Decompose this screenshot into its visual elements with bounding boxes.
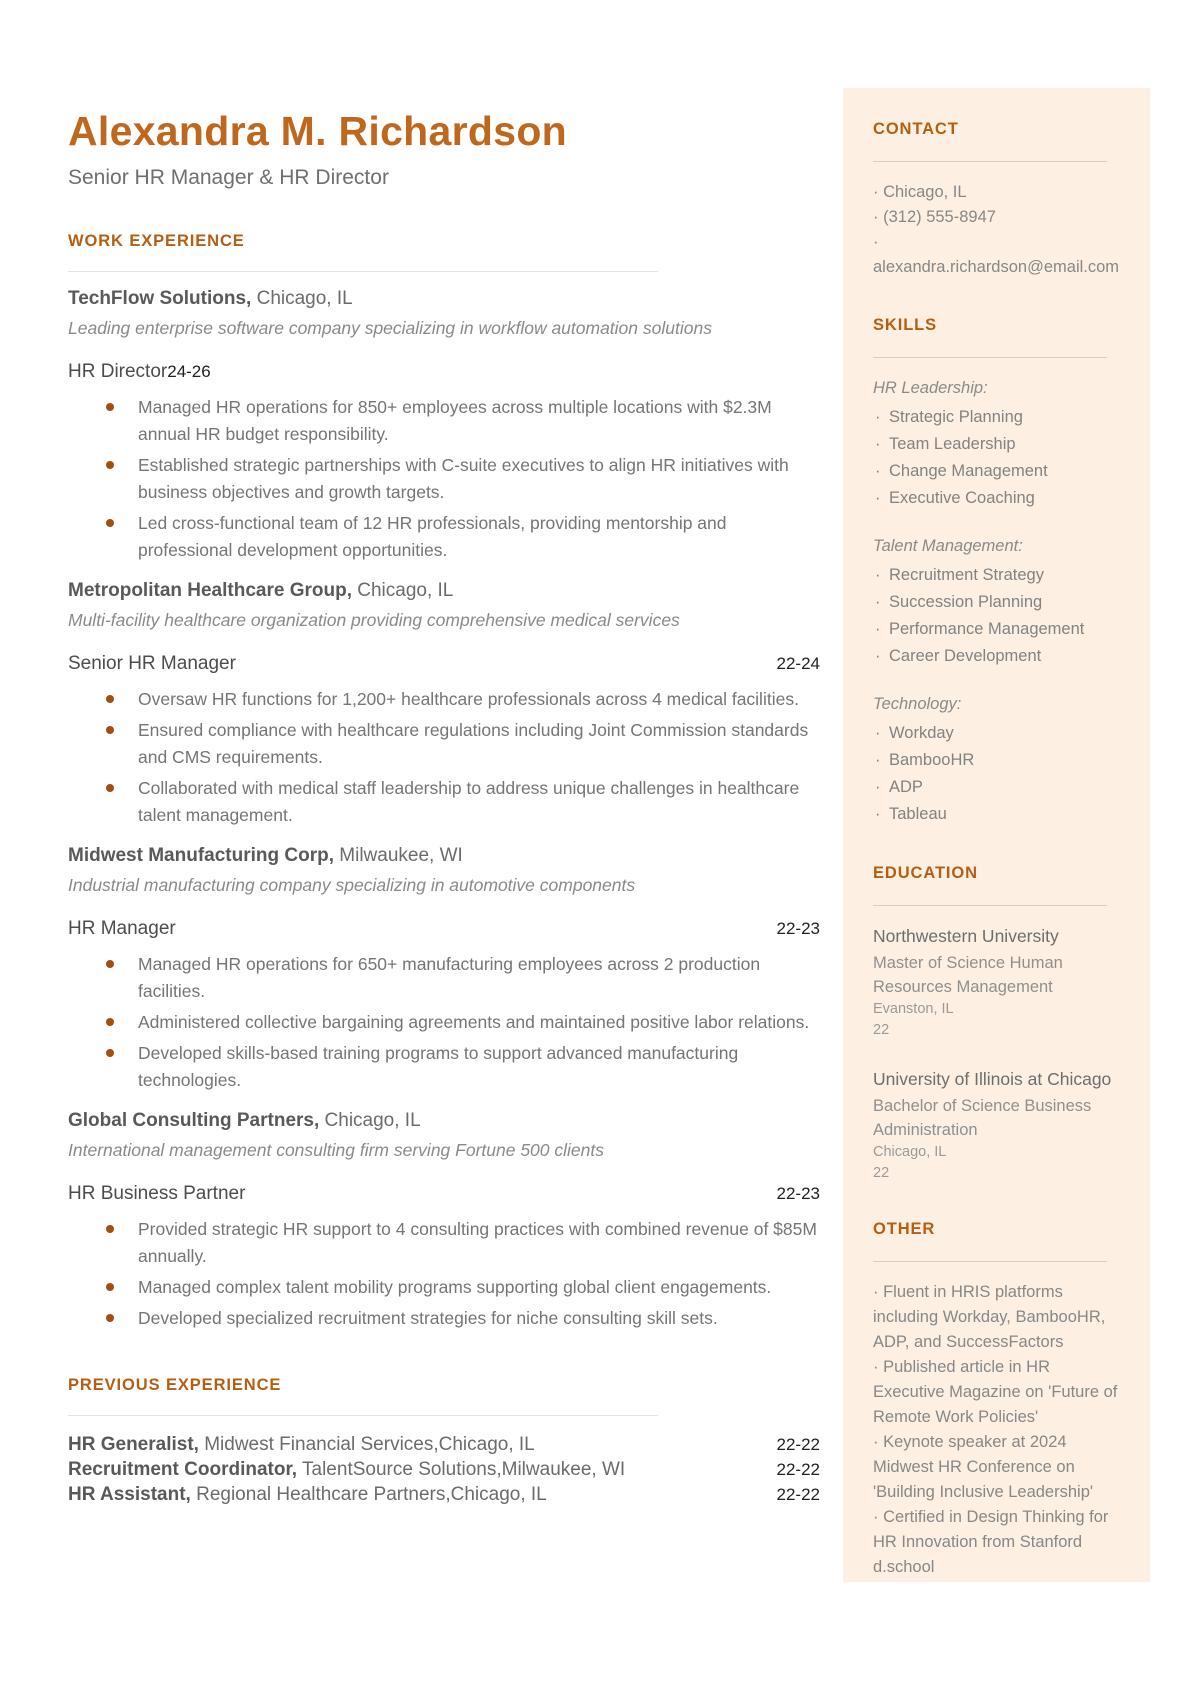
company-description: Leading enterprise software company specializing in workflow automation solutions — [68, 318, 712, 338]
previous-role-title: HR Generalist, — [68, 1434, 199, 1455]
other-item: · Fluent in HRIS platforms including Workday, BambooHR, ADP, and SuccessFactors — [873, 1280, 1120, 1355]
contact-phone: · (312) 555-8947 — [873, 205, 1120, 230]
school-degree: Master of Science Human Resources Management — [873, 954, 1063, 996]
job-title: HR Director — [68, 361, 168, 382]
job-entry-midwest-manufacturing — [68, 844, 820, 1094]
job-bullet: Managed HR operations for 850+ employees across multiple locations with $2.3M annual HR budget responsibility. — [68, 394, 820, 448]
contact-location: · Chicago, IL — [873, 180, 1120, 205]
sidebar-divider — [873, 1261, 1107, 1262]
previous-role-title: Recruitment Coordinator, — [68, 1459, 298, 1480]
job-dates: 24-26 — [167, 362, 211, 381]
section-divider — [68, 1415, 658, 1416]
contact-heading: CONTACT — [873, 120, 959, 138]
job-bullet-list — [68, 1216, 820, 1332]
skill-item: · Performance Management — [873, 616, 1120, 643]
previous-role — [68, 1432, 535, 1457]
job-bullet: Provided strategic HR support to 4 consulting practices with combined revenue of $85M annually. — [68, 1216, 820, 1270]
job-bullet: Administered collective bargaining agreements and maintained positive labor relations. — [68, 1009, 820, 1036]
company-description: Industrial manufacturing company specializing in automotive components — [68, 875, 636, 895]
skill-item: · Executive Coaching — [873, 485, 1120, 512]
job-entry-techflow — [68, 287, 820, 564]
school-name: University of Illinois at Chicago — [873, 1069, 1112, 1089]
job-entry-global-consulting — [68, 1109, 820, 1332]
school-year: 22 — [873, 1165, 890, 1181]
school-degree: Bachelor of Science Business Administration — [873, 1097, 1092, 1139]
skill-item: · Succession Planning — [873, 589, 1120, 616]
skill-item: · Recruitment Strategy — [873, 562, 1120, 589]
skill-item: · Tableau — [873, 801, 1120, 828]
job-bullet: Developed skills-based training programs to support advanced manufacturing technologies. — [68, 1040, 820, 1094]
job-bullet: Led cross-functional team of 12 HR professionals, providing mentorship and professional development opportunities. — [68, 510, 820, 564]
job-title-row — [68, 360, 820, 384]
skill-item: · Change Management — [873, 458, 1120, 485]
skill-group-hr-leadership — [873, 376, 1120, 512]
job-bullet-list — [68, 394, 820, 564]
job-bullet-list — [68, 951, 820, 1094]
job-title-row — [68, 1182, 820, 1206]
job-bullet: Managed HR operations for 650+ manufacturing employees across 2 production facilities. — [68, 951, 820, 1005]
skill-category: Talent Management: — [873, 537, 1023, 555]
company-description: Multi-facility healthcare organization providing comprehensive medical services — [68, 610, 680, 630]
previous-role-dates: 22-22 — [776, 1460, 820, 1479]
school-year: 22 — [873, 1022, 890, 1038]
previous-role — [68, 1482, 547, 1507]
previous-role-row — [68, 1457, 820, 1482]
company-name: Midwest Manufacturing Corp, — [68, 845, 334, 866]
job-bullet: Collaborated with medical staff leadership to address unique challenges in healthcare talent management. — [68, 775, 820, 829]
education-heading: EDUCATION — [873, 864, 978, 882]
other-item: · Certified in Design Thinking for HR Innovation from Stanford d.school — [873, 1505, 1120, 1580]
previous-experience-heading: PREVIOUS EXPERIENCE — [68, 1376, 282, 1394]
main-column — [68, 108, 820, 1507]
job-dates: 22-24 — [776, 654, 820, 673]
sidebar-section-education — [873, 864, 1120, 1184]
sidebar — [843, 88, 1150, 1582]
job-bullet: Oversaw HR functions for 1,200+ healthcare professionals across 4 medical facilities. — [68, 686, 820, 713]
sidebar-divider — [873, 357, 1107, 358]
company-location: Chicago, IL — [256, 288, 353, 309]
contact-email: · alexandra.richardson@email.com — [873, 230, 1120, 280]
company-location: Chicago, IL — [324, 1110, 421, 1131]
skill-item: · Workday — [873, 720, 1120, 747]
other-item: · Published article in HR Executive Magazine on 'Future of Remote Work Policies' — [873, 1355, 1120, 1430]
education-entry-uic — [873, 1067, 1120, 1184]
skill-item: · ADP — [873, 774, 1120, 801]
previous-role-row — [68, 1432, 820, 1457]
skills-heading: SKILLS — [873, 316, 938, 334]
person-job-title: Senior HR Manager & HR Director — [68, 166, 389, 189]
company-line — [68, 579, 820, 603]
skill-group-technology — [873, 692, 1120, 828]
sidebar-divider — [873, 161, 1107, 162]
previous-role-company: TalentSource Solutions,Milwaukee, WI — [302, 1459, 626, 1480]
education-entry-northwestern — [873, 924, 1120, 1041]
job-bullet: Ensured compliance with healthcare regulations including Joint Commission standards and CMS requirements. — [68, 717, 820, 771]
previous-role-dates: 22-22 — [776, 1435, 820, 1454]
job-bullet-list — [68, 686, 820, 829]
school-location: Chicago, IL — [873, 1144, 947, 1160]
previous-role — [68, 1457, 625, 1482]
company-location: Chicago, IL — [357, 580, 454, 601]
previous-experience-list — [68, 1432, 820, 1507]
previous-role-row — [68, 1482, 820, 1507]
sidebar-section-other — [873, 1220, 1120, 1580]
work-experience-heading: WORK EXPERIENCE — [68, 232, 245, 250]
company-name: TechFlow Solutions, — [68, 288, 252, 309]
company-name: Metropolitan Healthcare Group, — [68, 580, 352, 601]
job-dates: 22-23 — [776, 919, 820, 938]
sidebar-divider — [873, 905, 1107, 906]
other-item: · Keynote speaker at 2024 Midwest HR Conference on 'Building Inclusive Leadership' — [873, 1430, 1120, 1505]
other-heading: OTHER — [873, 1220, 936, 1238]
skill-category: HR Leadership: — [873, 379, 988, 397]
sidebar-section-contact — [873, 120, 1120, 280]
section-divider — [68, 271, 658, 272]
sidebar-section-skills — [873, 316, 1120, 828]
job-title-row — [68, 652, 820, 676]
skill-item: · Career Development — [873, 643, 1120, 670]
skill-item: · Team Leadership — [873, 431, 1120, 458]
school-location: Evanston, IL — [873, 1001, 954, 1017]
previous-role-company: Midwest Financial Services,Chicago, IL — [204, 1434, 535, 1455]
school-name: Northwestern University — [873, 926, 1059, 946]
previous-role-dates: 22-22 — [776, 1485, 820, 1504]
skill-category: Technology: — [873, 695, 962, 713]
company-description: International management consulting firm serving Fortune 500 clients — [68, 1140, 604, 1160]
job-title-row — [68, 917, 820, 941]
previous-role-company: Regional Healthcare Partners,Chicago, IL — [196, 1484, 547, 1505]
job-title: HR Manager — [68, 918, 176, 939]
job-entry-metropolitan — [68, 579, 820, 829]
previous-role-title: HR Assistant, — [68, 1484, 191, 1505]
job-bullet: Managed complex talent mobility programs supporting global client engagements. — [68, 1274, 820, 1301]
company-location: Milwaukee, WI — [339, 845, 463, 866]
company-line — [68, 287, 820, 311]
company-line — [68, 1109, 820, 1133]
skill-item: · BambooHR — [873, 747, 1120, 774]
skill-group-talent-management — [873, 534, 1120, 670]
company-name: Global Consulting Partners, — [68, 1110, 320, 1131]
company-line — [68, 844, 820, 868]
job-dates: 22-23 — [776, 1184, 820, 1203]
job-bullet: Established strategic partnerships with C-suite executives to align HR initiatives with business objectives and growth targets. — [68, 452, 820, 506]
skill-item: · Strategic Planning — [873, 404, 1120, 431]
person-name: Alexandra M. Richardson — [68, 108, 568, 154]
job-bullet: Developed specialized recruitment strategies for niche consulting skill sets. — [68, 1305, 820, 1332]
job-title: HR Business Partner — [68, 1183, 246, 1204]
job-title: Senior HR Manager — [68, 653, 236, 674]
